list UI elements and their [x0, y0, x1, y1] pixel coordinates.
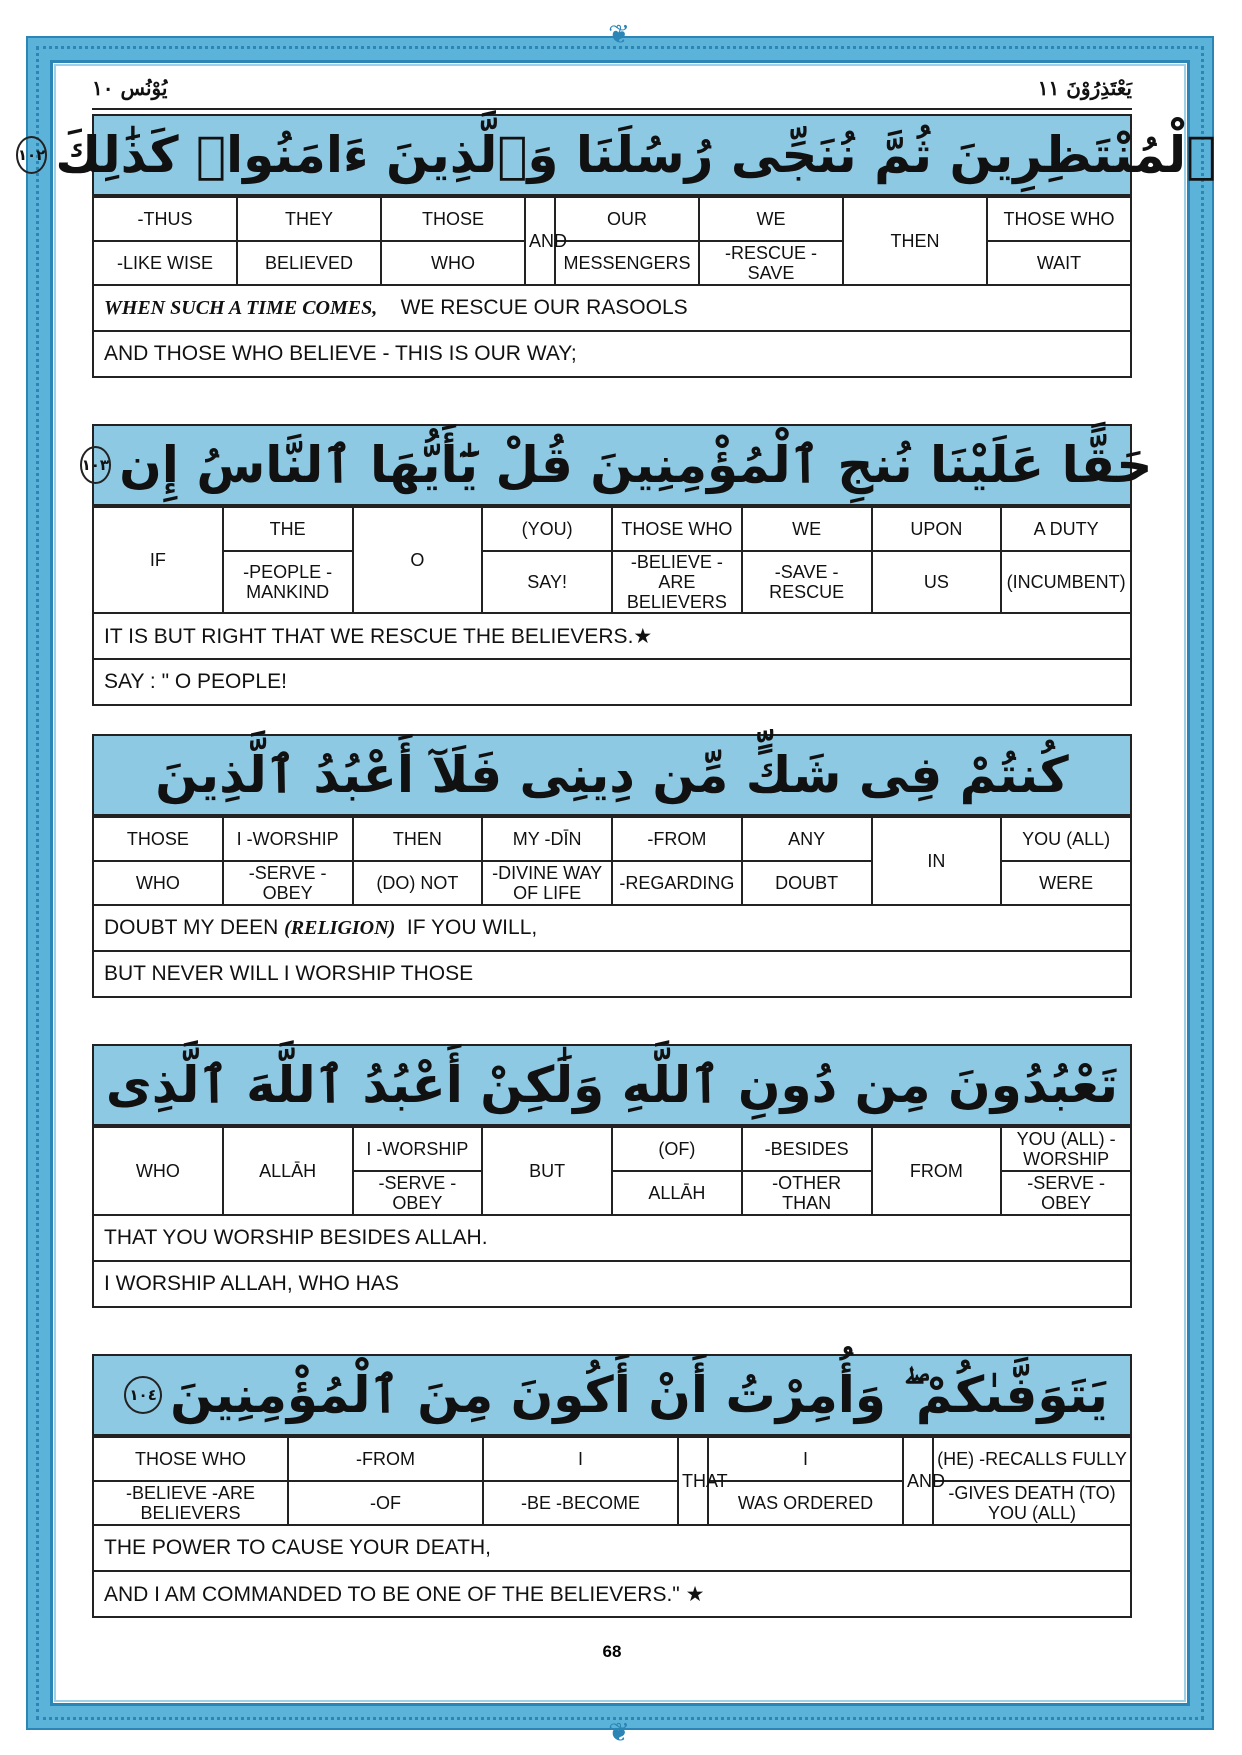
gloss-cell: -THUS [93, 197, 237, 241]
gloss-cell: IN [872, 817, 1002, 905]
gloss-cell: ALLĀH [223, 1127, 353, 1215]
gloss-cell: ANY [742, 817, 872, 861]
word-gloss-table [92, 506, 1132, 614]
gloss-cell: THEN [843, 197, 987, 285]
arabic-line [17, 114, 1217, 196]
arabic-text: كُنتُمْ فِى شَكٍّ مِّن دِينِى فَلَآ أَعْبُدُ ٱلَّذِينَ [155, 746, 1069, 804]
gloss-cell: (HE) -RECALLS FULLY [933, 1437, 1131, 1481]
gloss-cell: WHO [381, 241, 525, 285]
gloss-cell: -GIVES DEATH (TO) YOU (ALL) [933, 1481, 1131, 1525]
gloss-cell: THOSE [381, 197, 525, 241]
quran-page [17, 70, 1217, 1670]
gloss-cell: ALLĀH [612, 1171, 742, 1215]
translation-text: AND I AM COMMANDED TO BE ONE OF THE BELIEVERS." ★ [104, 1582, 705, 1606]
gloss-cell: OUR [555, 197, 699, 241]
ayah-number-icon: ١٠٤ [124, 1376, 162, 1414]
gloss-cell: -PEOPLE -MANKIND [223, 551, 353, 613]
gloss-cell: THOSE WHO [612, 507, 742, 551]
gloss-cell: IF [93, 507, 223, 613]
translation-line [92, 1216, 1132, 1262]
verse-block-2 [81, 424, 1153, 706]
translation-line [92, 660, 1132, 706]
arabic-text: ٱلْمُنْتَظِرِينَ ثُمَّ نُنَجِّى رُسُلَنَا وَٱلَّذِينَ ءَامَنُوا۟ كَذَٰلِكَ [55, 126, 1217, 184]
gloss-cell: THEY [237, 197, 381, 241]
translation-italic: (RELIGION) [284, 916, 396, 939]
gloss-cell: -BESIDES [742, 1127, 872, 1171]
gloss-cell: -SERVE -OBEY [353, 1171, 483, 1215]
translation-line [92, 286, 1132, 332]
translation-text: I WORSHIP ALLAH, WHO HAS [104, 1272, 399, 1295]
gloss-cell: AND [903, 1437, 933, 1525]
gloss-cell: -REGARDING [612, 861, 742, 905]
translation-text: WE RESCUE OUR RASOOLS [400, 296, 688, 319]
translation-line [92, 1262, 1132, 1308]
gloss-cell: -BELIEVE -ARE BELIEVERS [93, 1481, 288, 1525]
verse-block-3 [92, 734, 1132, 998]
gloss-cell: MESSENGERS [555, 241, 699, 285]
page-header [92, 70, 1132, 110]
gloss-cell: MY -DĪN [482, 817, 612, 861]
translation-text: DOUBT MY DEEN [104, 916, 279, 939]
translation-text: AND THOSE WHO BELIEVE - THIS IS OUR WAY; [104, 342, 577, 365]
gloss-cell: AND [525, 197, 555, 285]
arabic-line [92, 1354, 1132, 1436]
gloss-cell: -FROM [288, 1437, 483, 1481]
arabic-text: حَقًّا عَلَيْنَا نُنجِ ٱلْمُؤْمِنِينَ قُلْ يَٰٓأَيُّهَا ٱلنَّاسُ إِن [119, 436, 1153, 494]
gloss-cell: WAS ORDERED [708, 1481, 903, 1525]
translation-line [92, 614, 1132, 660]
gloss-cell: (OF) [612, 1127, 742, 1171]
header-rule [92, 108, 1132, 110]
gloss-cell: I [483, 1437, 678, 1481]
translation-text: IF YOU WILL, [406, 916, 538, 939]
gloss-cell: WHO [93, 861, 223, 905]
gloss-cell: YOU (ALL) [1001, 817, 1131, 861]
translation-italic: WHEN SUCH A TIME COMES, [104, 296, 378, 319]
gloss-cell: BUT [482, 1127, 612, 1215]
gloss-cell: WAIT [987, 241, 1131, 285]
gloss-cell: -SERVE -OBEY [223, 861, 353, 905]
gloss-cell: -BE -BECOME [483, 1481, 678, 1525]
surah-title: يُوْنُس ١٠ [92, 76, 168, 100]
gloss-cell: A DUTY [1001, 507, 1131, 551]
word-gloss-table [92, 816, 1132, 906]
arabic-line [92, 1044, 1132, 1126]
verse-block-1 [17, 114, 1217, 378]
gloss-cell: I [708, 1437, 903, 1481]
arabic-line [92, 734, 1132, 816]
gloss-cell: -LIKE WISE [93, 241, 237, 285]
gloss-cell: O [353, 507, 483, 613]
gloss-cell: -SAVE -RESCUE [742, 551, 872, 613]
gloss-cell: FROM [872, 1127, 1002, 1215]
translation-line [92, 906, 1132, 952]
verse-block-4 [92, 1044, 1132, 1308]
gloss-cell: DOUBT [742, 861, 872, 905]
translation-text: BUT NEVER WILL I WORSHIP THOSE [104, 962, 474, 985]
word-gloss-table [92, 1436, 1132, 1526]
gloss-cell: (DO) NOT [353, 861, 483, 905]
translation-text: THE POWER TO CAUSE YOUR DEATH, [104, 1536, 492, 1559]
gloss-cell: WE [699, 197, 843, 241]
ayah-number-icon: ١٠٢ [16, 136, 47, 174]
gloss-cell: THE [223, 507, 353, 551]
gloss-cell: BELIEVED [237, 241, 381, 285]
gloss-cell: -DIVINE WAY OF LIFE [482, 861, 612, 905]
gloss-cell: THOSE WHO [93, 1437, 288, 1481]
translation-line [92, 1526, 1132, 1572]
page-number: 68 [602, 1642, 622, 1661]
gloss-cell: -FROM [612, 817, 742, 861]
translation-text: THAT YOU WORSHIP BESIDES ALLAH. [104, 1226, 488, 1249]
gloss-cell: -BELIEVE -ARE BELIEVERS [612, 551, 742, 613]
translation-text: SAY : " O PEOPLE! [104, 670, 287, 693]
gloss-cell: -OF [288, 1481, 483, 1525]
gloss-cell: I -WORSHIP [353, 1127, 483, 1171]
gloss-cell: I -WORSHIP [223, 817, 353, 861]
gloss-cell: THAT [678, 1437, 708, 1525]
verse-block-5 [92, 1354, 1132, 1618]
gloss-cell: THEN [353, 817, 483, 861]
gloss-cell: (YOU) [482, 507, 612, 551]
gloss-cell: US [872, 551, 1002, 613]
ayah-number-icon: ١٠٣ [80, 446, 111, 484]
arabic-text: يَتَوَفَّىٰكُمْ ۖ وَأُمِرْتُ أَنْ أَكُونَ مِنَ ٱلْمُؤْمِنِينَ [170, 1365, 1108, 1424]
gloss-cell: (INCUMBENT) [1001, 551, 1131, 613]
gloss-cell: WE [742, 507, 872, 551]
gloss-cell: -SERVE -OBEY [1001, 1171, 1131, 1215]
translation-text: IT IS BUT RIGHT THAT WE RESCUE THE BELIEVERS.★ [104, 624, 653, 648]
translation-line [92, 952, 1132, 998]
ornament-bottom-icon: ❦ [608, 1717, 630, 1747]
gloss-cell: -RESCUE -SAVE [699, 241, 843, 285]
gloss-cell: YOU (ALL) -WORSHIP [1001, 1127, 1131, 1171]
gloss-cell: THOSE WHO [987, 197, 1131, 241]
gloss-cell: -OTHER THAN [742, 1171, 872, 1215]
gloss-cell: SAY! [482, 551, 612, 613]
gloss-cell: WHO [93, 1127, 223, 1215]
gloss-cell: WERE [1001, 861, 1131, 905]
word-gloss-table [92, 196, 1132, 286]
translation-line [92, 332, 1132, 378]
arabic-line [81, 424, 1153, 506]
gloss-cell: THOSE [93, 817, 223, 861]
word-gloss-table [92, 1126, 1132, 1216]
arabic-text: تَعْبُدُونَ مِن دُونِ ٱللَّهِ وَلَٰكِنْ أَعْبُدُ ٱللَّهَ ٱلَّذِى [105, 1056, 1119, 1114]
translation-line [92, 1572, 1132, 1618]
gloss-cell: UPON [872, 507, 1002, 551]
juz-title: يَعْتَذِرُوْنَ ١١ [1037, 76, 1132, 100]
ornament-top-icon: ❦ [608, 19, 630, 49]
